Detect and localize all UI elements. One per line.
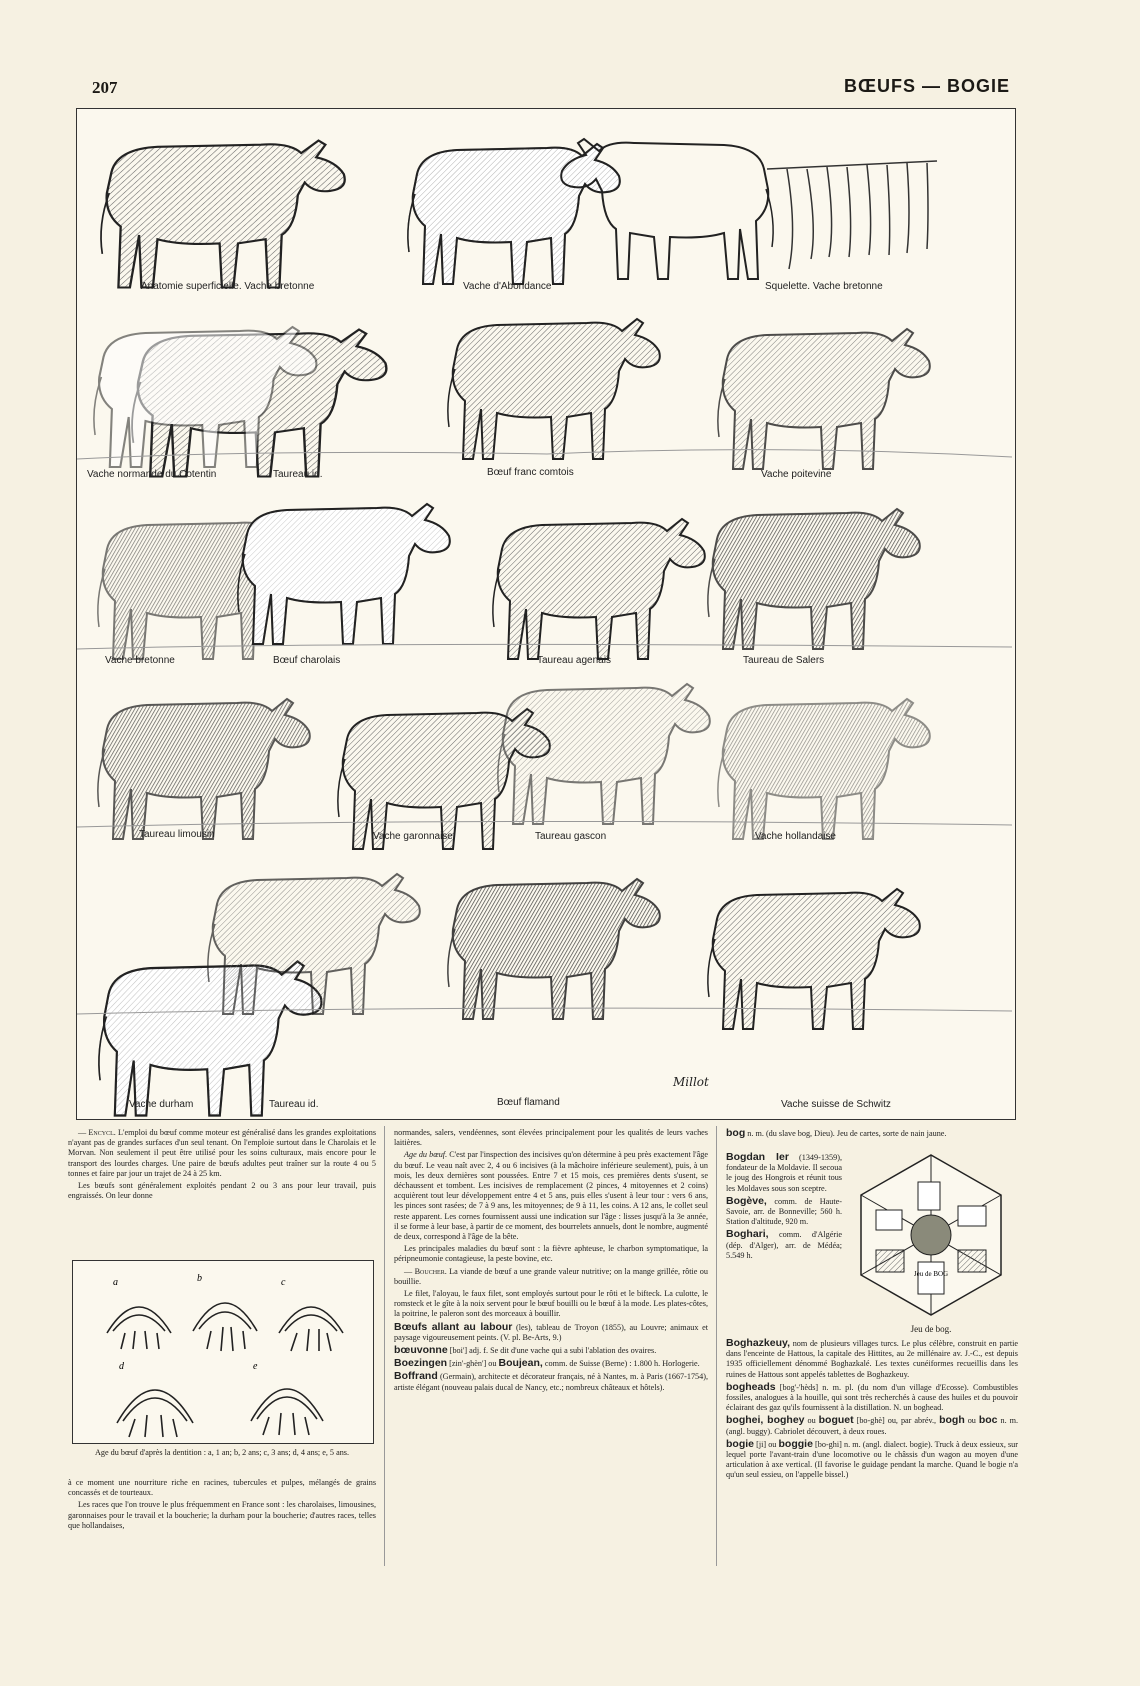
caption: Taureau agenais [537, 655, 611, 666]
dictionary-entry [726, 1338, 1018, 1380]
teeth-caption: Age du bœuf d'après la dentition : a, 1 an; b, 2 ans; c, 3 ans; d, 4 ans; e, 5 ans. [94, 1448, 350, 1457]
dictionary-entry [726, 1415, 1018, 1436]
dictionary-entry [726, 1128, 1018, 1139]
row-5-cattle [77, 874, 1012, 1116]
headword: Boffrand [394, 1370, 438, 1383]
definition: comm. de Suisse (Berne) : 1.800 h. Horlogerie. [544, 1359, 700, 1369]
headword: Boezingen [394, 1357, 448, 1370]
column-rule [384, 1126, 385, 1566]
definition: nom de plusieurs villages turcs. Le plus célèbre, construit en partie dans l'enceinte de Hattous, la capitale des Hittites, au 2e millénaire av. J.-C., est depuis 1935 officiellement dénommé Boghazkalé. Les textes cunéiformes recueillis dans les ruines de Hattous sont appelés tablettes de Boghazkeuy. [726, 1339, 1019, 1379]
caption: Vache suisse de Schwitz [781, 1099, 891, 1110]
caption: Squelette. Vache bretonne [765, 281, 883, 292]
headword: boggie [778, 1437, 813, 1450]
headword: Bogdan Ier [726, 1151, 789, 1163]
definition: [bo-ghè] ou, par abrév., [856, 1416, 937, 1426]
paragraph: Les bœufs sont généralement exploités pendant 2 ou 3 ans pour leur travail, puis engraissés. On leur donne [68, 1181, 376, 1201]
column-2 [394, 1128, 708, 1395]
headword: boghei, boghey [726, 1414, 805, 1427]
jaw-a [107, 1307, 171, 1349]
definition: comm. d'Algérie (dép. d'Alger), arr. de Médéa; 5.549 h. [726, 1230, 842, 1260]
encycl-text: L'emploi du bœuf comme moteur est généralisé dans les grandes exploitations n'ayant pas de grandes surfaces d'un seul tenant. On l'emploie surtout dans le Charolais et le Morvan. Non seulement il peut être utilisé pour les soins culturaux, mais encore pour le transport des lourdes charges. Une paire de bœufs adultes peut traîner sur la route 4 ou 5 tonnes et faire par jour un trajet de 24 à 25 km. [68, 1128, 377, 1178]
paragraph: normandes, salers, vendéennes, sont élevées principalement pour les qualités de leurs vaches laitières. [394, 1128, 708, 1148]
label-b: b [197, 1273, 202, 1284]
caption: Anatomie superficielle. Vache bretonne [141, 281, 315, 292]
definition: (1349-1359), fondateur de la Moldavie. Il secoua le joug des Hongrois et réunit tous les Moldaves sous son sceptre. [726, 1153, 842, 1193]
caption: Vache normande du Cotentin [87, 469, 217, 480]
card-icon [958, 1206, 986, 1226]
skeleton-figure [561, 139, 937, 279]
column-3-top [726, 1128, 1018, 1141]
caption: Taureau de Salers [743, 655, 825, 666]
row-4-cattle [77, 684, 1012, 849]
illustrator-signature: Millot [673, 1075, 709, 1089]
subhead-age: Age du bœuf. [404, 1150, 448, 1160]
caption: Vache hollandaise [755, 831, 836, 842]
dictionary-entry [394, 1322, 708, 1343]
caption: Taureau limousin [139, 829, 215, 840]
jaw-b [193, 1303, 257, 1351]
jaw-e [251, 1389, 323, 1435]
definition: n. m. (angl. buggy). Cabriolet découvert, à deux roues. [726, 1416, 1019, 1436]
headword: Bœufs allant au labour [394, 1320, 513, 1333]
caption: Vache garonnaise [373, 831, 453, 842]
caption: Vache d'Abondance [463, 281, 552, 292]
connector: ou [967, 1416, 976, 1426]
jaw-d [117, 1390, 193, 1437]
headword: Boghazkeuy, [726, 1337, 790, 1349]
paragraph: Les races que l'on trouve le plus fréquemment en France sont : les charolaises, limousines, garonnaises pour le travail et la boucherie; la durham pour la boucherie; d'autres races, telles que hollandaises, [68, 1500, 376, 1530]
paragraph: Les principales maladies du bœuf sont : la fièvre aphteuse, le charbon symptomatique, la péripneumonie contagieuse, la peste bovine, etc. [394, 1244, 708, 1264]
definition: [bo-ghi] n. m. (angl. dialect. bogie). Truck à deux essieux, sur lequel porte l'avant-train d'une locomotive ou le châssis d'un wagon au moyen d'une articulation à axe vertical. (Il favorise le guidage pendant la marche. Quand le bogie n'a qu'un seul essieu, on l'appelle bissel.) [726, 1439, 1018, 1480]
boucher-text: La viande de bœuf a une grande valeur nutritive; on la mange grillée, rôtie ou bouillie. [394, 1266, 708, 1286]
dictionary-entry [726, 1196, 842, 1228]
jeu-de-bog-card [918, 1262, 944, 1294]
dictionary-entry [394, 1371, 708, 1392]
bog-game-board [846, 1150, 1016, 1320]
column-rule [716, 1126, 717, 1566]
definition: n. m. (du slave bog, Dieu). Jeu de cartes, sorte de nain jaune. [747, 1129, 947, 1138]
dictionary-entry [726, 1382, 1018, 1414]
card-icon [876, 1210, 902, 1230]
definition: comm. de Haute-Savoie, arr. de Bonneville; 560 h. Station d'altitude, 920 m. [726, 1196, 843, 1227]
column-1-continued [68, 1478, 376, 1533]
row-1-cattle [101, 139, 937, 288]
definition: [bog'-'hèds] n. m. pl. (du nom d'un village d'Ecosse). Combustibles fossiles, analogues à la houille, qui sont très recherchés à cause des huiles et du pouvoir éclairant des gaz qu'ils fournissent à la distillation. N. un boghead. [726, 1382, 1018, 1413]
label-a: a [113, 1277, 118, 1288]
caption: Taureau id. [273, 469, 323, 480]
headword: bogh [939, 1414, 965, 1427]
jaw-c [279, 1307, 343, 1351]
card-icon [876, 1250, 904, 1272]
caption: Vache durham [129, 1099, 194, 1110]
definition: (Germain), architecte et décorateur français, né à Nantes, m. à Paris (1667-1754), artiste élégant (nouveau palais ducal de Nancy, etc.; nombreux châteaux et hôtels). [394, 1372, 709, 1392]
boucher-label: — Boucher. [404, 1266, 447, 1276]
running-head: BŒUFS — BOGIE [843, 76, 1010, 96]
headword: Boghari, [726, 1228, 769, 1241]
headword: boguet [818, 1414, 854, 1427]
caption: Taureau gascon [535, 831, 607, 842]
column-3-bottom [726, 1338, 1018, 1483]
dictionary-entry [726, 1439, 1018, 1481]
teeth-figure [72, 1260, 374, 1444]
dictionary-entry [394, 1345, 708, 1356]
paragraph: à ce moment une nourriture riche en racines, tubercules et pulpes, mélangés de grains concassés et de tourteaux. [68, 1478, 376, 1498]
page-number: 207 [92, 78, 118, 97]
connector: [ji] ou [756, 1439, 777, 1449]
row-3-cattle [77, 504, 1012, 659]
card-icon [958, 1250, 986, 1272]
cattle-plate [76, 108, 1016, 1120]
encycl-label: — Encycl. [78, 1128, 116, 1137]
headword: Bogève, [726, 1194, 767, 1207]
label-d: d [119, 1361, 124, 1372]
definition: [boi'] adj. f. Se dit d'une vache qui a subi l'ablation des ovaires. [449, 1346, 657, 1356]
headword: bogheads [726, 1380, 776, 1393]
caption: Taureau id. [269, 1099, 319, 1110]
caption: Bœuf charolais [273, 655, 341, 666]
headword: boc [978, 1414, 998, 1427]
column-3-narrow [726, 1152, 842, 1263]
row-2-cattle [77, 319, 1012, 476]
dictionary-entry [726, 1229, 842, 1261]
headword: bogie [726, 1437, 754, 1450]
age-text: C'est par l'inspection des incisives qu'on détermine à peu près exactement l'âge du bœuf. Le veau naît avec 2, 4 ou 6 incisives (à la mâchoire inférieure seulement), puis, à un mois, les deux dernières sont poussées. Entre 7 et 15 mois, ces premières dents s'usent, se déchaussent et tombent. Les incisives de remplacement (2 pinces, 4 mitoyennes et 2 coins) acquièrent tout leur développement entre 4 et 5 ans, puis elles s'usent à leur tour : vers 6 ans, les pinces sont rasées; de 7 à 9 ans, les mitoyennes; de 9 à 11, les coins. A 12 ans, le collet seul reste apparent. Les cornes fournissent aussi une indication sur l'âge : lisses jusqu'à la 3e année, il se forme à leur base, à partir de ce moment, des bourrelets annuels, dont le nombre, augmenté de deux, correspond à l'âge de la bête. [394, 1150, 709, 1242]
pronunciation: [zin'-ghèn'] ou [449, 1359, 497, 1369]
caption: Bœuf flamand [497, 1097, 560, 1108]
connector: ou [807, 1416, 816, 1426]
label-c: c [281, 1277, 286, 1288]
definition: (les), tableau de Troyon (1855), au Louvre; animaux et paysage vigoureusement peints. (V. pl. Be-Arts, 9.) [394, 1322, 708, 1342]
cattle-illustrations [77, 109, 1014, 1118]
dictionary-entry [394, 1358, 708, 1369]
caption: Vache bretonne [105, 655, 175, 666]
caption: Vache poitevine [761, 469, 832, 480]
headword: bog [726, 1127, 746, 1139]
paragraph: Le filet, l'aloyau, le faux filet, sont employés surtout pour le rôti et le bifteck. La culotte, le romsteck et le gîte à la noix servent pour le bœuf bouilli ou le bœuf à la mode. Les plates-côtes, la poitrine, le paleron sont des morceaux à bouillir. [394, 1289, 708, 1319]
dictionary-entry [726, 1152, 842, 1194]
bog-caption: Jeu de bog. [910, 1324, 952, 1334]
teeth-illustration [73, 1261, 373, 1443]
bog-board-illustration [846, 1150, 1016, 1320]
headword: bœuvonne [394, 1344, 448, 1357]
column-1 [68, 1128, 376, 1203]
caption: Bœuf franc comtois [487, 467, 574, 478]
card-icon [918, 1182, 940, 1210]
label-e: e [253, 1361, 258, 1372]
board-center-label: Jeu de BOG [913, 1270, 949, 1278]
headword: Boujean, [498, 1357, 543, 1370]
